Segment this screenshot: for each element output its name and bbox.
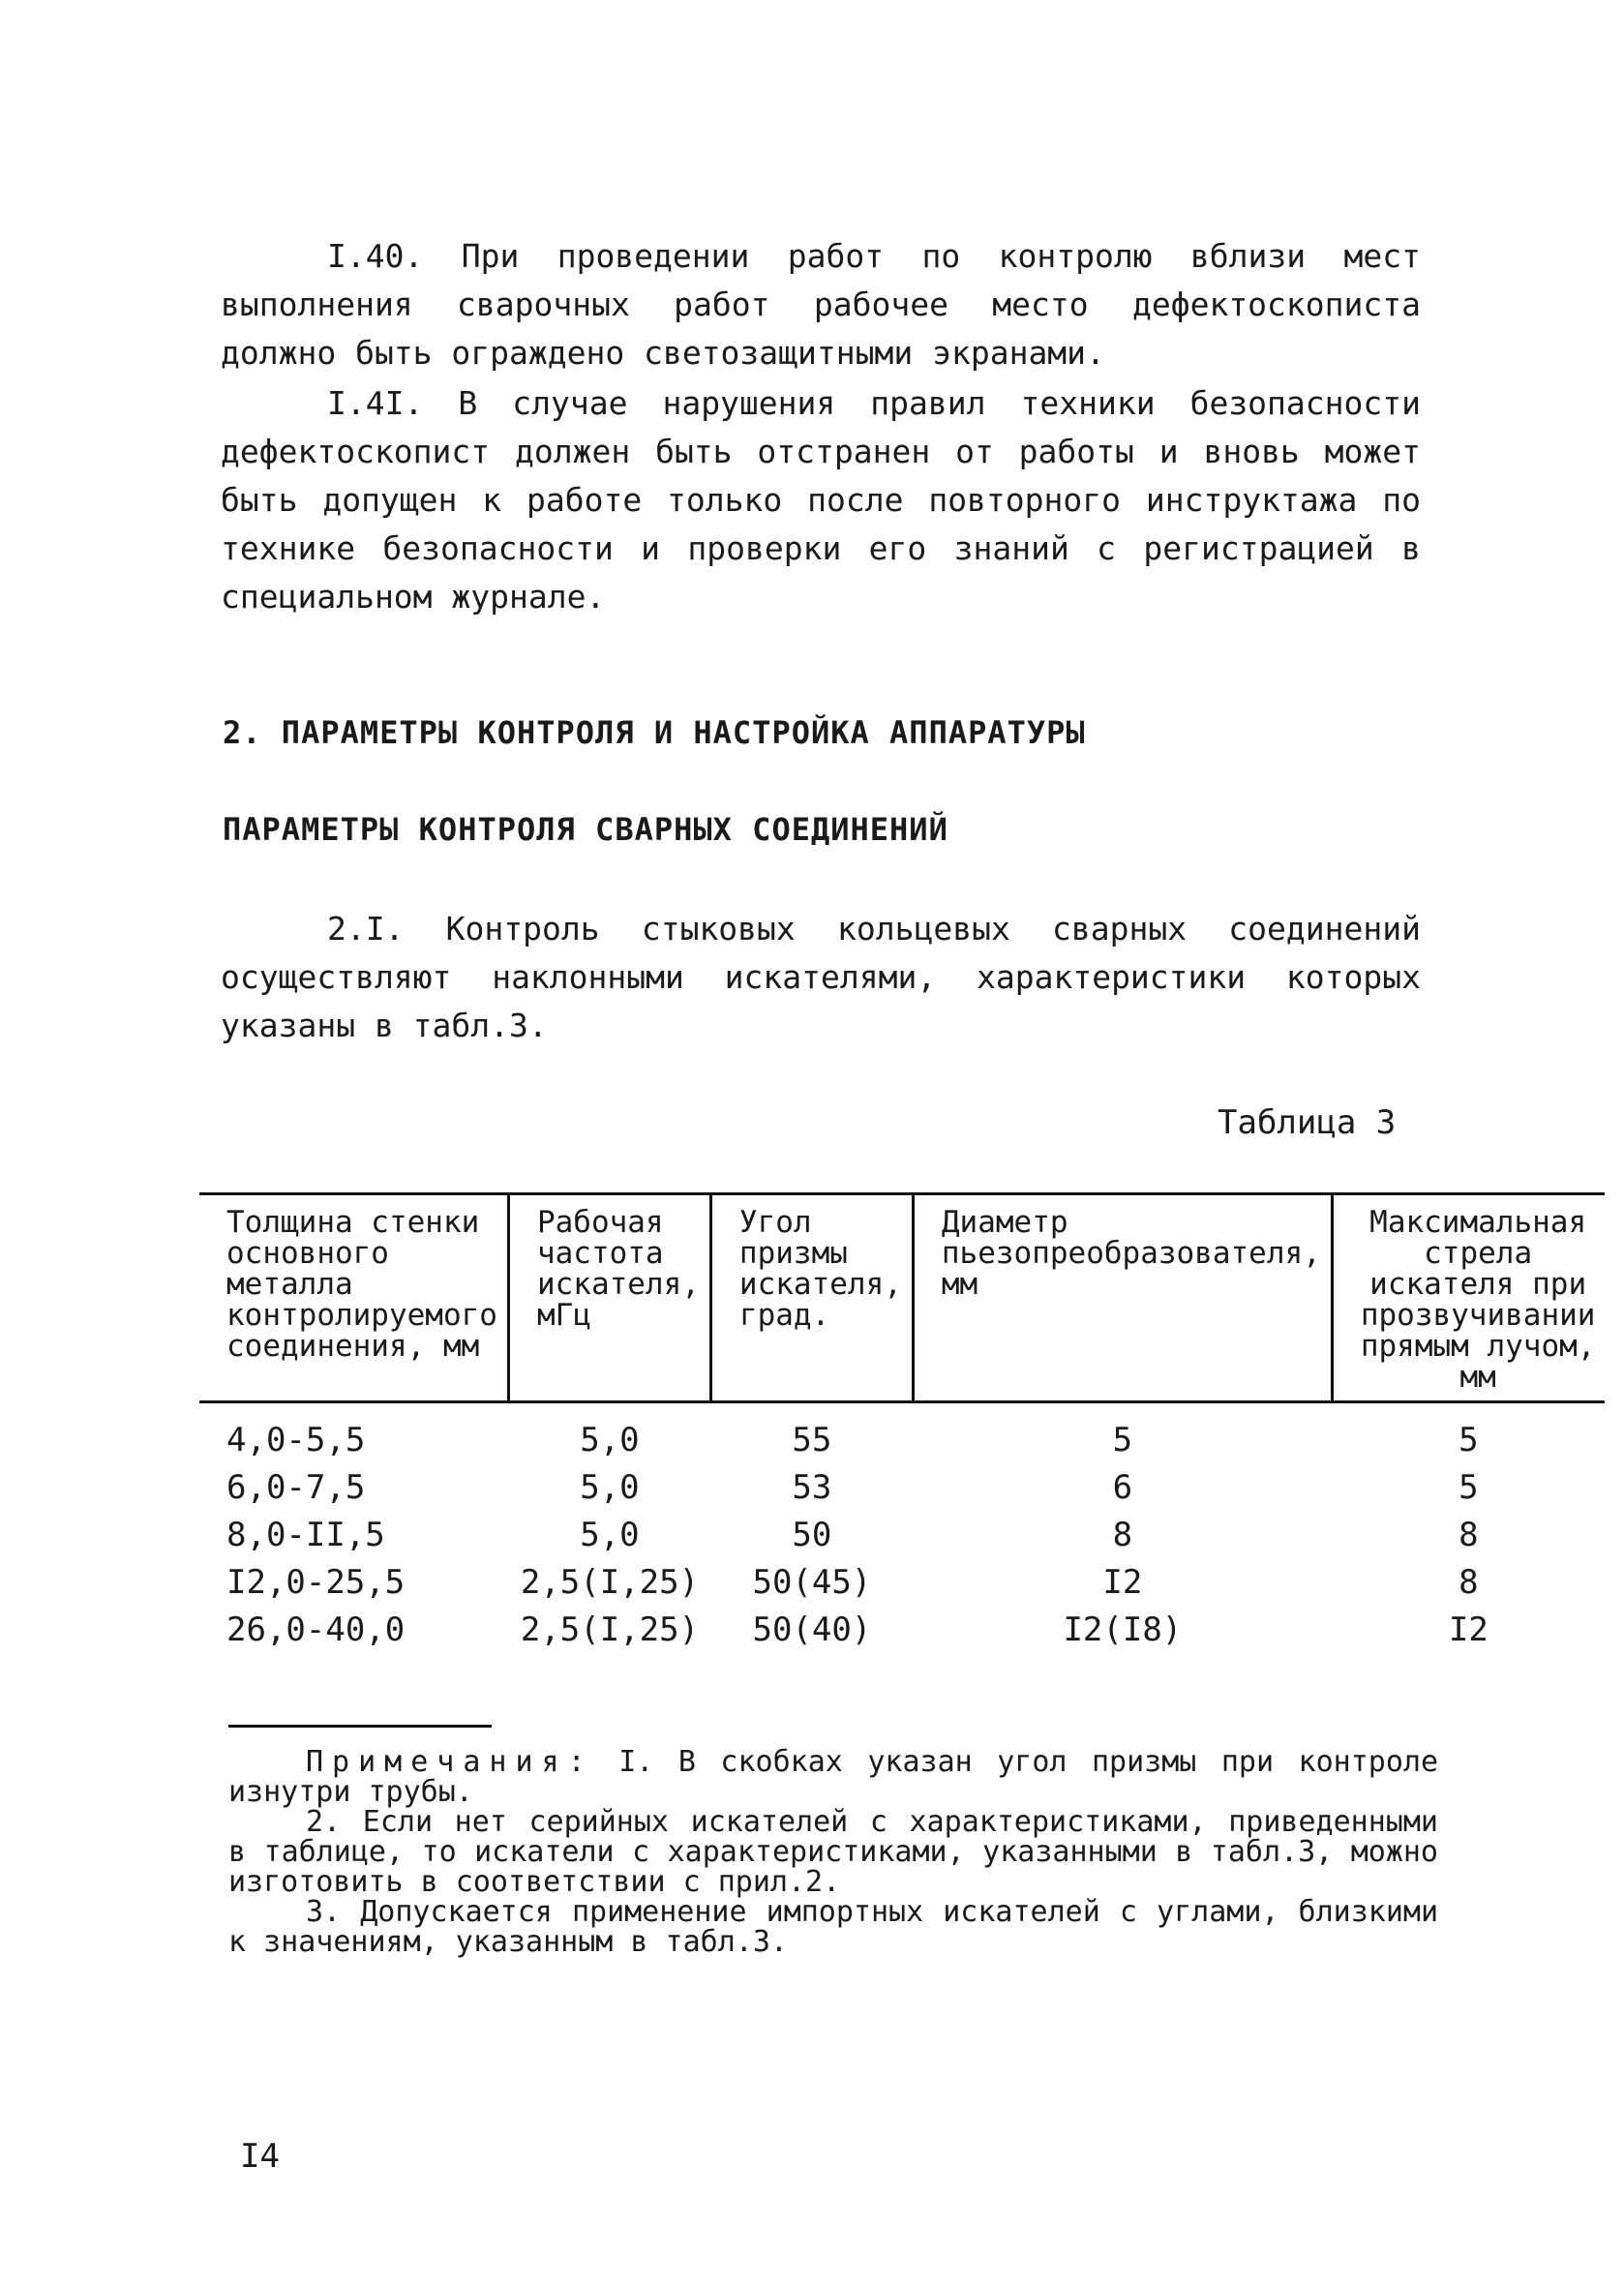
notes-label: Примечания: [306, 1745, 594, 1779]
cell-frequency: 5,0 [580, 1468, 640, 1507]
note-1 [228, 1747, 1438, 1807]
cell-arrow: 8 [1459, 1516, 1479, 1554]
cell-diameter: 5 [1112, 1421, 1133, 1459]
cell-thickness: 6,0-7,5 [226, 1468, 366, 1507]
cell-frequency: 5,0 [580, 1421, 640, 1459]
note-3: 3. Допускается применение импортных искателей с углами, близкими к значениям, указанным в табл.3. [228, 1895, 1438, 1959]
note-1-text: I. В скобках указан угол призмы при контроле изнутри трубы. [228, 1745, 1438, 1809]
page-number: I4 [240, 2137, 280, 2176]
cell-angle: 50 [792, 1516, 832, 1554]
cell-frequency: 2,5(I,25) [520, 1610, 700, 1649]
paragraph-1-40: I.40. При проведении работ по контролю вблизи мест выполнения сварочных работ рабочее место дефектоскописта должно быть ограждено светозащитными экранами. [221, 237, 1421, 372]
cell-angle: 53 [792, 1468, 832, 1507]
table-caption: Таблица 3 [1218, 1103, 1397, 1142]
cell-thickness: 8,0-II,5 [226, 1516, 385, 1554]
header-transducer-diameter: Диаметр пьезопреобразователя, мм [913, 1194, 1332, 1402]
note-2: 2. Если нет серийных искателей с характеристиками, приведенными в таблице, то искатели с характеристиками, указанными в табл.3, можно изготовить в соответствии с прил.2. [228, 1805, 1438, 1899]
cell-frequency: 5,0 [580, 1516, 640, 1554]
cell-diameter: 6 [1112, 1468, 1133, 1507]
table-row [199, 1402, 1605, 1465]
table-row [199, 1607, 1605, 1654]
cell-diameter: I2(I8) [1063, 1610, 1183, 1649]
table-header-row [199, 1194, 1605, 1402]
cell-thickness: 26,0-40,0 [226, 1610, 406, 1649]
header-frequency: Рабочая частота искателя, мГц [508, 1194, 710, 1402]
cell-arrow: 5 [1459, 1421, 1479, 1459]
cell-diameter: 8 [1112, 1516, 1133, 1554]
section-heading: 2. ПАРАМЕТРЫ КОНТРОЛЯ И НАСТРОЙКА АППАРАТУРЫ [223, 714, 1086, 751]
paragraph-1-41: I.4I. В случае нарушения правил техники безопасности дефектоскопист должен быть отстранен от работы и вновь может быть допущен к работе только после повторного инструктажа по технике безопасности и проверки его знаний с регистрацией в специальном журнале. [221, 384, 1421, 616]
footnote-divider [228, 1725, 492, 1728]
header-prism-angle: Угол призмы искателя, град. [710, 1194, 913, 1402]
cell-arrow: I2 [1448, 1610, 1489, 1649]
cell-arrow: 5 [1459, 1468, 1479, 1507]
cell-diameter: I2 [1102, 1563, 1143, 1602]
header-max-arrow: Максимальная стрела искателя при прозвучивании прямым лучом, мм [1332, 1194, 1605, 1402]
header-wall-thickness: Толщина стенки основного металла контролируемого соединения, мм [199, 1194, 508, 1402]
table-row [199, 1512, 1605, 1559]
cell-angle: 50(45) [752, 1563, 872, 1602]
table-3 [199, 1192, 1596, 1654]
cell-angle: 50(40) [752, 1610, 872, 1649]
subsection-heading: ПАРАМЕТРЫ КОНТРОЛЯ СВАРНЫХ СОЕДИНЕНИЙ [223, 811, 948, 848]
cell-arrow: 8 [1459, 1563, 1479, 1602]
paragraph-2-1: 2.I. Контроль стыковых кольцевых сварных соединений осуществляют наклонными искателями, характеристики которых указаны в табл.3. [221, 910, 1421, 1044]
cell-angle: 55 [792, 1421, 832, 1459]
cell-frequency: 2,5(I,25) [520, 1563, 700, 1602]
table-row [199, 1464, 1605, 1512]
table-row [199, 1559, 1605, 1607]
cell-thickness: 4,0-5,5 [226, 1421, 366, 1459]
cell-thickness: I2,0-25,5 [226, 1563, 406, 1602]
table-notes [228, 1747, 1438, 1957]
